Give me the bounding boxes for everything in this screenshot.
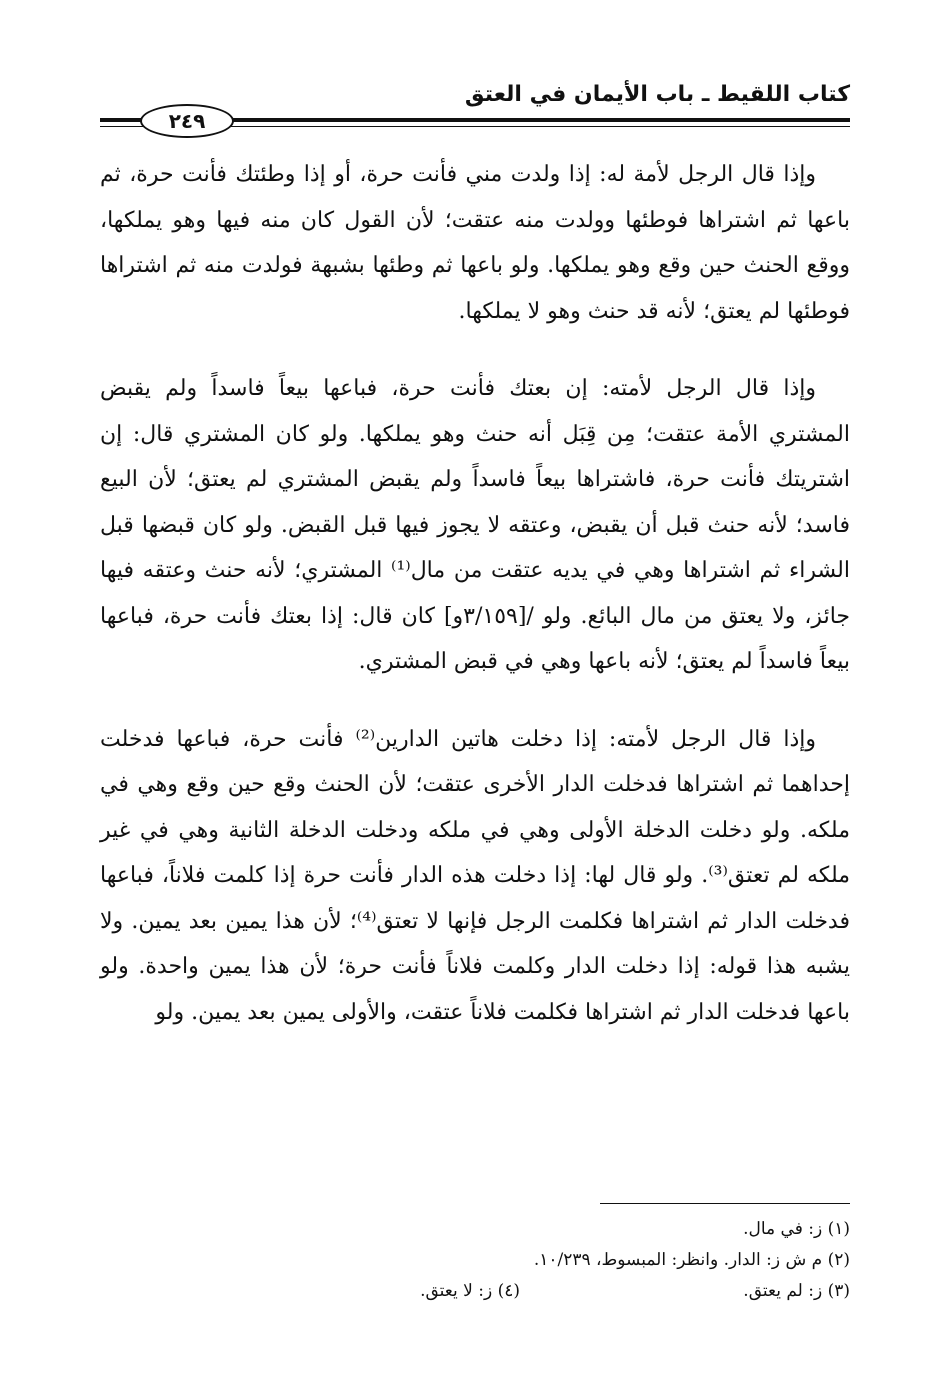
paragraph-1: وإذا قال الرجل لأمة له: إذا ولدت مني فأنت حرة، أو إذا وطئتك فأنت حرة، ثم باعها ثم اشتراها فوطئها وولدت منه عتقت؛ لأن القول كان منه فيها وهو يملكها، ووقع الحنث حين وقع وهو يملكها. ولو باعها ثم وطئها بشبهة فولدت منه ثم اشتراها فوطئها لم يعتق؛ لأنه قد حنث وهو لا يملكها. [100,162,850,324]
running-title: كتاب اللقيط ـ باب الأيمان في العتق [464,82,850,107]
main-text [100,152,850,1067]
paragraph-2: وإذا قال الرجل لأمته: إن بعتك فأنت حرة، فباعها بيعاً فاسداً ولم يقبض المشتري الأمة عتقت؛ مِن قِبَل أنه حنث وهو يملكها. ولو كان المشتري قال: إن اشتريتك فأنت حرة، فاشتراها بيعاً فاسداً ولم يقبض المشتري لم يعتق؛ لأن البيع فاسد؛ لأنه حنث قبل أن يقبض، وعتقه لا يجوز فيها قبل القبض. ولو كان قبضها قبل الشراء ثم اشتراها وهي في يديه عتقت من مال⁽¹⁾ المشتري؛ لأنه حنث وعتقه فيها جائز، ولا يعتق من مال البائع. ولو /[٣/١٥٩و] كان قال: إذا بعتك فأنت حرة، فباعها بيعاً فاسداً لم يعتق؛ لأنه باعها وهي في قبض المشتري. [100,376,850,674]
footnote-2: (٢) م ش ز: الدار. وانظر: المبسوط، ١٠/٢٣٩. [533,1250,850,1270]
paragraph-3: وإذا قال الرجل لأمته: إذا دخلت هاتين الدارين⁽²⁾ فأنت حرة، فباعها فدخلت إحداهما ثم اشتراها فدخلت الدار الأخرى عتقت؛ لأن الحنث وقع حين وقع وهي في ملكه. ولو دخلت الدخلة الأولى وهي في ملكه ودخلت الدخلة الثانية وهي في غير ملكه لم تعتق⁽³⁾. ولو قال لها: إذا دخلت هذه الدار فأنت حرة إذا كلمت فلاناً، فباعها فدخلت الدار ثم اشتراها فكلمت الرجل فإنها لا تعتق⁽⁴⁾؛ لأن هذا يمين بعد يمين. ولا يشبه هذا قوله: إذا دخلت الدار وكلمت فلاناً فأنت حرة؛ لأن هذا يمين واحدة. ولو باعها فدخلت الدار ثم اشتراها فكلمت فلاناً عتقت، والأولى يمين بعد يمين. ولو [100,726,851,1025]
page-header [100,78,850,138]
footnote-separator [600,1203,850,1204]
page-number-frame [140,104,234,138]
page-number: ٢٤٩ [168,109,206,133]
footnotes [100,1214,850,1307]
footnote-row-3-4 [100,1276,850,1307]
footnote-3: (٣) ز: لم يعتق. [743,1281,850,1301]
footnote-4: (٤) ز: لا يعتق. [420,1281,520,1301]
footnote-1: (١) ز: في مال. [743,1219,850,1239]
